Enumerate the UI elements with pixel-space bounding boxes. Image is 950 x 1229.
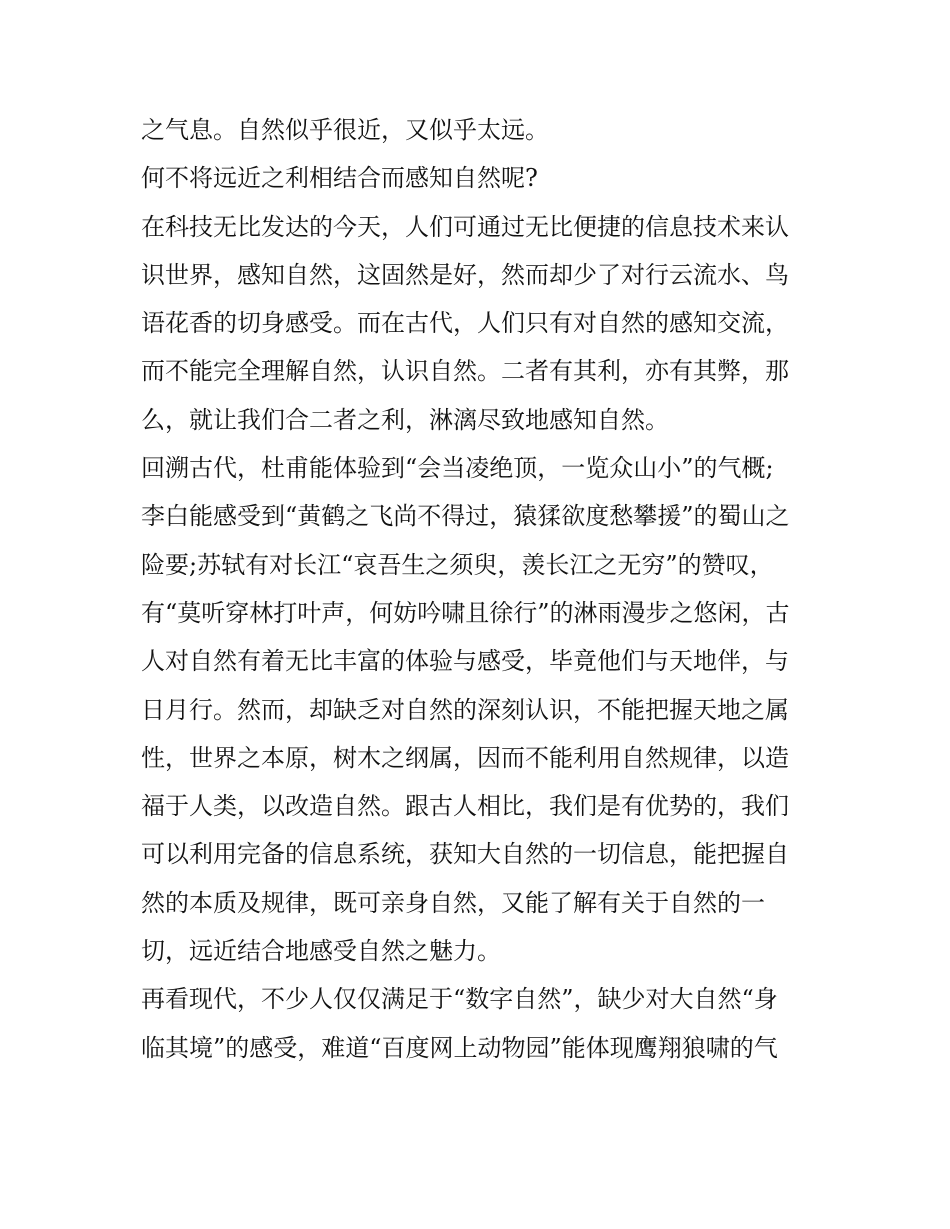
text-line: 回溯古代，杜甫能体验到“会当凌绝顶，一览众山小”的气概;: [141, 454, 774, 483]
text-line: 性，世界之本原，树木之纲属，因而不能利用自然规律，以造: [141, 743, 789, 772]
text-line: 何不将远近之利相结合而感知自然呢?: [141, 164, 538, 193]
text-line: 识世界，感知自然，这固然是好，然而却少了对行云流水、鸟: [141, 260, 789, 289]
text-line: 福于人类，以改造自然。跟古人相比，我们是有优势的，我们: [141, 792, 789, 821]
text-line: 再看现代，不少人仅仅满足于“数字自然”，缺少对大自然“身: [141, 985, 778, 1014]
text-line: 么，就让我们合二者之利，淋漓尽致地感知自然。: [141, 405, 669, 434]
text-line: 而不能完全理解自然，认识自然。二者有其利，亦有其弊，那: [141, 357, 789, 386]
text-line: 险要;苏轼有对长江“哀吾生之须臾，羡长江之无穷”的赞叹，: [141, 550, 774, 579]
text-line: 有“莫听穿林打叶声，何妨吟啸且徐行”的淋雨漫步之悠闲，古: [141, 598, 790, 627]
text-line: 之气息。自然似乎很近，又似乎太远。: [141, 116, 549, 144]
text-line: 人对自然有着无比丰富的体验与感受，毕竟他们与天地伴，与: [141, 647, 789, 676]
text-line: 然的本质及规律，既可亲身自然，又能了解有关于自然的一: [141, 888, 765, 917]
text-line: 语花香的切身感受。而在古代，人们只有对自然的感知交流，: [141, 309, 789, 338]
text-line: 临其境”的感受，难道“百度网上动物园”能体现鹰翔狼啸的气: [141, 1033, 778, 1062]
text-line: 可以利用完备的信息系统，获知大自然的一切信息，能把握自: [141, 840, 789, 869]
body-text: [141, 106, 821, 1072]
text-line: 切，远近结合地感受自然之魅力。: [141, 937, 501, 966]
text-line: 李白能感受到“黄鹤之飞尚不得过，猿猱欲度愁攀援”的蜀山之: [141, 502, 790, 531]
text-line: 在科技无比发达的今天，人们可通过无比便捷的信息技术来认: [141, 212, 789, 241]
text-line: 日月行。然而，却缺乏对自然的深刻认识，不能把握天地之属: [141, 695, 789, 724]
